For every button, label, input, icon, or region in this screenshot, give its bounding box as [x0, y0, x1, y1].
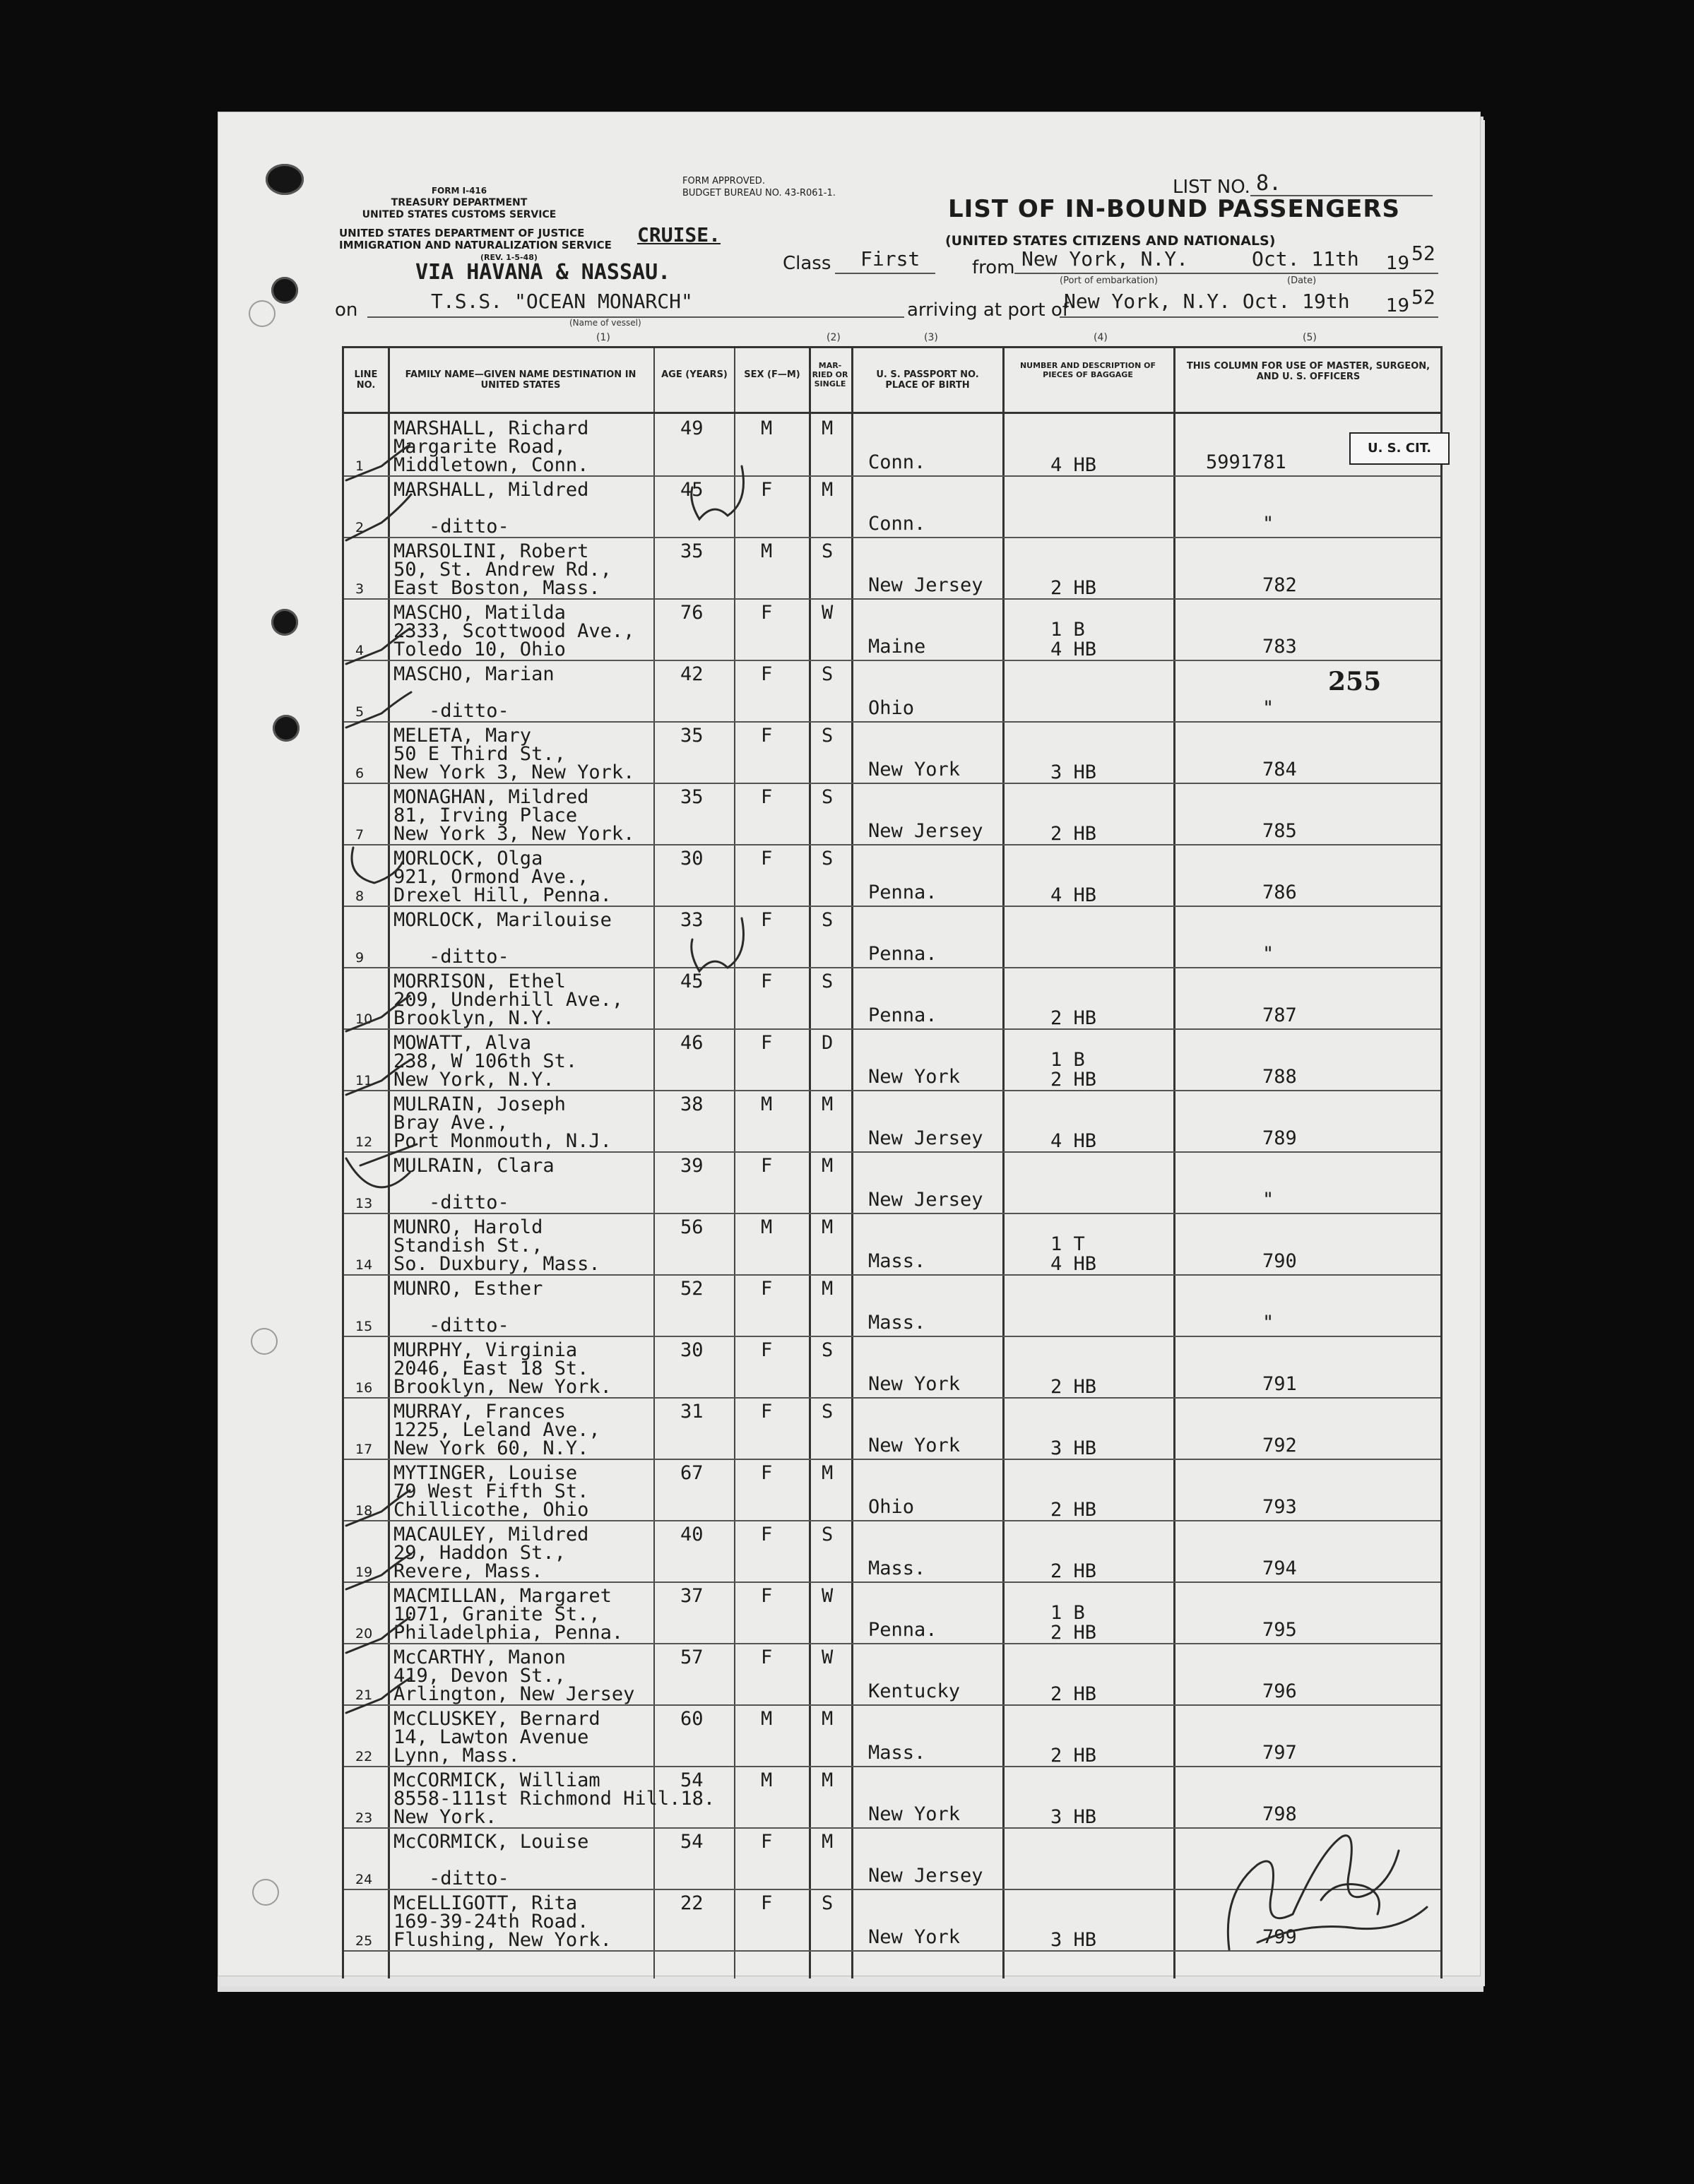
address-line: 209, Underhill Ave.,	[393, 989, 624, 1011]
place-of-birth: Mass.	[868, 1312, 926, 1334]
arrival-year: 52	[1411, 285, 1435, 309]
line-number: 11	[355, 1073, 373, 1088]
col-header-sex: SEX (F—M)	[744, 369, 800, 380]
sex-value: F	[761, 1032, 773, 1054]
address-line: Standish St.,	[393, 1235, 543, 1257]
age-value: 40	[680, 1524, 704, 1545]
officer-number: 799	[1262, 1926, 1297, 1948]
destination-line: New York.	[393, 1806, 497, 1828]
destination-line: New York, N.Y.	[393, 1069, 555, 1091]
place-of-birth: New York	[868, 1066, 961, 1088]
destination-line: Flushing, New York.	[393, 1929, 612, 1951]
baggage-line-2: 4 HB	[1050, 454, 1097, 476]
address-line: 2333, Scottwood Ave.,	[393, 620, 635, 642]
baggage-line-1: 1 B	[1050, 1049, 1085, 1071]
marital-status: M	[822, 1462, 834, 1484]
sex-value: F	[761, 663, 773, 685]
destination-line: -ditto-	[429, 700, 509, 722]
baggage-line-2: 2 HB	[1050, 1376, 1097, 1398]
sex-value: F	[761, 1339, 773, 1361]
place-of-birth: New York	[868, 759, 961, 781]
age-value: 45	[680, 479, 704, 501]
passenger-name: MORRISON, Ethel	[393, 971, 566, 992]
place-of-birth: Conn.	[868, 451, 926, 473]
officer-number: 792	[1262, 1435, 1297, 1456]
age-value: 31	[680, 1401, 704, 1423]
form-approved: FORM APPROVED.	[682, 176, 765, 186]
destination-line: So. Duxbury, Mass.	[393, 1253, 600, 1275]
officer-number: 796	[1262, 1680, 1297, 1702]
passenger-name: MASCHO, Matilda	[393, 602, 566, 624]
line-number: 19	[355, 1565, 373, 1580]
form-approved-note	[682, 175, 836, 199]
address-line: 50, St. Andrew Rd.,	[393, 559, 612, 581]
destination-line: Arlington, New Jersey	[393, 1683, 635, 1705]
officer-number: 784	[1262, 759, 1297, 781]
form-number: FORM I-416	[431, 186, 487, 196]
justice-department: UNITED STATES DEPARTMENT OF JUSTICE	[339, 227, 585, 239]
sex-value: M	[761, 1216, 773, 1238]
justice-dept-block	[339, 227, 612, 263]
baggage-line-2: 4 HB	[1050, 639, 1097, 660]
marital-status: S	[822, 848, 834, 870]
line-number: 5	[355, 704, 365, 720]
line-number: 2	[355, 520, 365, 535]
passenger-name: MORLOCK, Marilouise	[393, 909, 612, 931]
line-number: 10	[355, 1011, 373, 1027]
address-line: 81, Irving Place	[393, 805, 578, 826]
passenger-name: MUNRO, Esther	[393, 1278, 543, 1300]
place-of-birth: New Jersey	[868, 1865, 983, 1887]
line-number: 3	[355, 581, 365, 597]
officer-number: 791	[1262, 1373, 1297, 1395]
passenger-name: MARSOLINI, Robert	[393, 540, 589, 562]
form-revision: (REV. 1-5-48)	[480, 253, 538, 262]
passenger-name: MORLOCK, Olga	[393, 848, 543, 870]
baggage-line-2: 2 HB	[1050, 823, 1097, 845]
baggage-line-2: 3 HB	[1050, 1929, 1097, 1951]
sex-value: F	[761, 1646, 773, 1668]
line-number: 7	[355, 827, 365, 843]
address-line: Margarite Road,	[393, 436, 566, 458]
address-line: 14, Lawton Avenue	[393, 1726, 589, 1748]
address-line: 238, W 106th St.	[393, 1050, 578, 1072]
treasury-department: TREASURY DEPARTMENT	[391, 197, 528, 208]
embarkation-date: Oct. 11th	[1252, 247, 1359, 271]
destination-line: Brooklyn, N.Y.	[393, 1007, 555, 1029]
address-line: 2046, East 18 St.	[393, 1358, 589, 1379]
line-number: 23	[355, 1810, 373, 1826]
line-number: 12	[355, 1134, 373, 1150]
officer-number: 787	[1262, 1004, 1297, 1026]
col-header-line: LINE NO.	[354, 369, 378, 391]
address-line: Bray Ave.,	[393, 1112, 509, 1134]
line-number: 21	[355, 1687, 373, 1703]
destination-line: Brooklyn, New York.	[393, 1376, 612, 1398]
marital-status: W	[822, 1646, 834, 1668]
baggage-line-2: 4 HB	[1050, 884, 1097, 906]
age-value: 45	[680, 971, 704, 992]
officer-number: 797	[1262, 1742, 1297, 1764]
col-header-married: MAR-RIED OR SINGLE	[812, 361, 848, 388]
passenger-name: MOWATT, Alva	[393, 1032, 532, 1054]
address-line: 1071, Granite St.,	[393, 1603, 600, 1625]
destination-line: Chillicothe, Ohio	[393, 1499, 589, 1521]
line-number: 4	[355, 643, 365, 658]
line-number: 14	[355, 1257, 373, 1273]
via-route: VIA HAVANA & NASSAU.	[415, 260, 671, 285]
place-of-birth: Kentucky	[868, 1680, 961, 1702]
passenger-name: MELETA, Mary	[393, 725, 532, 747]
baggage-line-2: 2 HB	[1050, 1499, 1097, 1521]
address-line: 921, Ormond Ave.,	[393, 866, 589, 888]
officer-number: 783	[1262, 636, 1297, 658]
year-prefix: 19	[1386, 253, 1410, 274]
marital-status: S	[822, 1401, 834, 1423]
destination-line: New York 3, New York.	[393, 823, 635, 845]
customs-service: UNITED STATES CUSTOMS SERVICE	[362, 209, 557, 220]
age-value: 37	[680, 1585, 704, 1607]
passenger-name: MONAGHAN, Mildred	[393, 786, 589, 808]
col-header-officers: THIS COLUMN FOR USE OF MASTER, SURGEON, AND U. S. OFFICERS	[1186, 361, 1431, 382]
vessel-name: T.S.S. "OCEAN MONARCH"	[431, 290, 693, 313]
destination-line: Port Monmouth, N.J.	[393, 1130, 612, 1152]
passenger-name: MARSHALL, Richard	[393, 417, 589, 439]
place-of-birth: Mass.	[868, 1557, 926, 1579]
page-title: LIST OF IN-BOUND PASSENGERS	[948, 195, 1400, 223]
officer-signature-mark	[1215, 1808, 1448, 1971]
class-label: Class	[783, 253, 831, 274]
marital-status: M	[822, 1093, 834, 1115]
passenger-name: McELLIGOTT, Rita	[393, 1892, 578, 1914]
marital-status: S	[822, 786, 834, 808]
address-line: 1225, Leland Ave.,	[393, 1419, 600, 1441]
on-label: on	[335, 299, 358, 321]
col-number-1: (1)	[596, 332, 610, 343]
col-header-name: FAMILY NAME—GIVEN NAME DESTINATION IN UNITED STATES	[405, 369, 636, 391]
sex-value: F	[761, 1892, 773, 1914]
officer-number: 794	[1262, 1557, 1297, 1579]
form-header-block	[339, 185, 579, 221]
passenger-name: MYTINGER, Louise	[393, 1462, 578, 1484]
age-value: 54	[680, 1769, 704, 1791]
baggage-line-2: 2 HB	[1050, 1560, 1097, 1582]
baggage-line-2: 3 HB	[1050, 1437, 1097, 1459]
sex-value: M	[761, 1093, 773, 1115]
passenger-name: MULRAIN, Clara	[393, 1155, 555, 1177]
destination-line: -ditto-	[429, 516, 509, 538]
marital-status: M	[822, 479, 834, 501]
sex-value: F	[761, 848, 773, 870]
sex-value: M	[761, 1769, 773, 1791]
officer-number: "	[1262, 1312, 1274, 1334]
passenger-name: MURPHY, Virginia	[393, 1339, 578, 1361]
marital-status: S	[822, 909, 834, 931]
baggage-line-2: 2 HB	[1050, 1069, 1097, 1091]
passenger-name: MARSHALL, Mildred	[393, 479, 589, 501]
address-line: 169-39-24th Road.	[393, 1911, 589, 1933]
place-of-birth: New Jersey	[868, 1127, 983, 1149]
from-label: from	[972, 257, 1015, 278]
destination-line: -ditto-	[429, 1868, 509, 1889]
age-value: 39	[680, 1155, 704, 1177]
col-number-5: (5)	[1303, 332, 1317, 343]
line-number: 8	[355, 889, 365, 904]
passenger-name: MACMILLAN, Margaret	[393, 1585, 612, 1607]
place-of-birth: Maine	[868, 636, 926, 658]
sex-value: F	[761, 909, 773, 931]
marital-status: S	[822, 1892, 834, 1914]
marital-status: M	[822, 1708, 834, 1730]
age-value: 35	[680, 725, 704, 747]
sex-value: M	[761, 417, 773, 439]
place-of-birth: New York	[868, 1803, 961, 1825]
place-of-birth: Penna.	[868, 1004, 937, 1026]
age-value: 30	[680, 1339, 704, 1361]
baggage-line-1: 1 B	[1050, 619, 1085, 641]
line-number: 15	[355, 1319, 373, 1334]
baggage-line-1: 1 T	[1050, 1233, 1085, 1255]
baggage-line-2: 2 HB	[1050, 1622, 1097, 1644]
officer-number: 785	[1262, 820, 1297, 842]
marital-status: S	[822, 1524, 834, 1545]
age-value: 33	[680, 909, 704, 931]
age-value: 46	[680, 1032, 704, 1054]
place-of-birth: Penna.	[868, 1619, 937, 1641]
col-number-3: (3)	[924, 332, 938, 343]
sex-value: F	[761, 725, 773, 747]
destination-line: Middletown, Conn.	[393, 454, 589, 476]
destination-line: Revere, Mass.	[393, 1560, 543, 1582]
class-value: First	[860, 247, 920, 271]
age-value: 49	[680, 417, 704, 439]
marital-status: S	[822, 540, 834, 562]
address-line: 419, Devon St.,	[393, 1665, 566, 1687]
line-number: 25	[355, 1933, 373, 1949]
address-line: 79 West Fifth St.	[393, 1480, 589, 1502]
passenger-name: MACAULEY, Mildred	[393, 1524, 589, 1545]
place-of-birth: New Jersey	[868, 820, 983, 842]
line-number: 18	[355, 1503, 373, 1519]
passenger-name: McCARTHY, Manon	[393, 1646, 566, 1668]
place-of-birth: Conn.	[868, 513, 926, 535]
page-subtitle: (UNITED STATES CITIZENS AND NATIONALS)	[945, 233, 1276, 249]
age-value: 35	[680, 786, 704, 808]
place-of-birth: Mass.	[868, 1742, 926, 1764]
arrival-port-date: New York, N.Y. Oct. 19th	[1064, 290, 1350, 313]
baggage-line-2: 4 HB	[1050, 1130, 1097, 1152]
passenger-name: McCLUSKEY, Bernard	[393, 1708, 600, 1730]
line-number: 17	[355, 1442, 373, 1457]
age-value: 56	[680, 1216, 704, 1238]
officer-number: 5991781	[1206, 451, 1286, 473]
cruise-label: CRUISE.	[637, 223, 721, 247]
marital-status: D	[822, 1032, 834, 1054]
year-prefix: 19	[1386, 295, 1410, 316]
marital-status: M	[822, 1831, 834, 1853]
destination-line: Philadelphia, Penna.	[393, 1622, 624, 1644]
place-of-birth: Penna.	[868, 882, 937, 903]
address-line: 29, Haddon St.,	[393, 1542, 566, 1564]
baggage-line-2: 3 HB	[1050, 1806, 1097, 1828]
binder-hole	[249, 300, 276, 327]
age-value: 42	[680, 663, 704, 685]
officer-number: "	[1262, 1189, 1274, 1211]
binder-hole	[271, 277, 298, 304]
baggage-line-2: 2 HB	[1050, 577, 1097, 599]
passenger-name: MURRAY, Frances	[393, 1401, 566, 1423]
officer-number: 795	[1262, 1619, 1297, 1641]
passenger-name: MULRAIN, Joseph	[393, 1093, 566, 1115]
destination-line: East Boston, Mass.	[393, 577, 600, 599]
age-value: 54	[680, 1831, 704, 1853]
destination-line: -ditto-	[429, 1314, 509, 1336]
vessel-note: (Name of vessel)	[569, 318, 641, 328]
col-number-4: (4)	[1094, 332, 1108, 343]
age-value: 60	[680, 1708, 704, 1730]
place-of-birth: Ohio	[868, 697, 915, 719]
officer-number: 798	[1262, 1803, 1297, 1825]
place-of-birth: Ohio	[868, 1496, 915, 1518]
binder-hole	[266, 164, 304, 195]
port-note: (Port of embarkation)	[1060, 275, 1159, 286]
officer-number: "	[1262, 513, 1274, 535]
sex-value: F	[761, 1524, 773, 1545]
line-number: 9	[355, 950, 365, 966]
side-mark-number: 255	[1328, 667, 1382, 696]
binder-hole	[271, 609, 298, 636]
officer-number: 788	[1262, 1066, 1297, 1088]
line-number: 13	[355, 1196, 373, 1211]
officer-number: "	[1262, 697, 1274, 719]
destination-line: Drexel Hill, Penna.	[393, 884, 612, 906]
age-value: 67	[680, 1462, 704, 1484]
baggage-line-2: 2 HB	[1050, 1683, 1097, 1705]
officer-number: 793	[1262, 1496, 1297, 1518]
place-of-birth: New York	[868, 1926, 961, 1948]
line-number: 24	[355, 1872, 373, 1887]
line-number: 22	[355, 1749, 373, 1764]
sex-value: F	[761, 602, 773, 624]
sex-value: F	[761, 1401, 773, 1423]
marital-status: S	[822, 663, 834, 685]
sex-value: F	[761, 1831, 773, 1853]
sex-value: F	[761, 1585, 773, 1607]
binder-hole	[252, 1879, 279, 1906]
baggage-line-2: 2 HB	[1050, 1745, 1097, 1767]
officer-number: "	[1262, 943, 1274, 965]
sex-value: F	[761, 1278, 773, 1300]
age-value: 35	[680, 540, 704, 562]
destination-line: Toledo 10, Ohio	[393, 639, 566, 660]
line-number: 20	[355, 1626, 373, 1642]
place-of-birth: New York	[868, 1435, 961, 1456]
col-header-age: AGE (YEARS)	[661, 369, 728, 380]
officer-number: 782	[1262, 574, 1297, 596]
destination-line: -ditto-	[429, 946, 509, 968]
us-citizen-stamp: U. S. CIT.	[1349, 432, 1450, 465]
marital-status: S	[822, 971, 834, 992]
place-of-birth: Mass.	[868, 1250, 926, 1272]
destination-line: New York 60, N.Y.	[393, 1437, 589, 1459]
marital-status: M	[822, 417, 834, 439]
sex-value: F	[761, 971, 773, 992]
baggage-line-2: 3 HB	[1050, 761, 1097, 783]
binder-hole	[273, 715, 300, 742]
age-value: 52	[680, 1278, 704, 1300]
baggage-line-1: 1 B	[1050, 1602, 1085, 1624]
date-note: (Date)	[1287, 275, 1317, 286]
col-number-2: (2)	[827, 332, 841, 343]
age-value: 76	[680, 602, 704, 624]
sex-value: M	[761, 540, 773, 562]
passenger-name: MUNRO, Harold	[393, 1216, 543, 1238]
line-number: 1	[355, 458, 365, 474]
line-number: 16	[355, 1380, 373, 1396]
age-value: 30	[680, 848, 704, 870]
marital-status: S	[822, 725, 834, 747]
officer-number: 789	[1262, 1127, 1297, 1149]
marital-status: W	[822, 602, 834, 624]
baggage-line-2: 4 HB	[1050, 1253, 1097, 1275]
place-of-birth: New York	[868, 1373, 961, 1395]
destination-line: New York 3, New York.	[393, 761, 635, 783]
passenger-name: MASCHO, Marian	[393, 663, 555, 685]
address-line: 50 E Third St.,	[393, 743, 566, 765]
embarkation-year: 52	[1411, 242, 1435, 265]
place-of-birth: New Jersey	[868, 574, 983, 596]
passenger-name: McCORMICK, Louise	[393, 1831, 589, 1853]
baggage-line-2: 2 HB	[1050, 1007, 1097, 1029]
line-number: 6	[355, 766, 365, 781]
col-header-passport: U. S. PASSPORT NO. PLACE OF BIRTH	[876, 369, 979, 391]
sex-value: F	[761, 1155, 773, 1177]
place-of-birth: New Jersey	[868, 1189, 983, 1211]
marital-status: M	[822, 1769, 834, 1791]
budget-bureau-no: BUDGET BUREAU NO. 43-R061-1.	[682, 188, 836, 198]
sex-value: F	[761, 786, 773, 808]
marital-status: M	[822, 1155, 834, 1177]
destination-line: -ditto-	[429, 1192, 509, 1213]
sex-value: M	[761, 1708, 773, 1730]
officer-number: 790	[1262, 1250, 1297, 1272]
list-no-label: LIST NO.	[1173, 177, 1250, 198]
place-of-birth: Penna.	[868, 943, 937, 965]
binder-hole	[251, 1328, 278, 1355]
marital-status: S	[822, 1339, 834, 1361]
marital-status: W	[822, 1585, 834, 1607]
pen-check-marks	[332, 424, 827, 1978]
destination-line: Lynn, Mass.	[393, 1745, 520, 1767]
age-value: 22	[680, 1892, 704, 1914]
embarkation-port: New York, N.Y.	[1021, 247, 1189, 271]
col-header-baggage: NUMBER AND DESCRIPTION OF PIECES OF BAGGAGE	[1019, 361, 1156, 379]
marital-status: M	[822, 1216, 834, 1238]
sex-value: F	[761, 479, 773, 501]
age-value: 38	[680, 1093, 704, 1115]
passenger-name: McCORMICK, William	[393, 1769, 600, 1791]
arriving-label: arriving at port of	[907, 299, 1069, 321]
address-line: 8558-111st Richmond Hill.18.	[393, 1788, 716, 1810]
age-value: 57	[680, 1646, 704, 1668]
sex-value: F	[761, 1462, 773, 1484]
marital-status: M	[822, 1278, 834, 1300]
officer-number: 786	[1262, 882, 1297, 903]
immigration-service: IMMIGRATION AND NATURALIZATION SERVICE	[339, 239, 612, 251]
list-number: 8.	[1256, 171, 1282, 196]
